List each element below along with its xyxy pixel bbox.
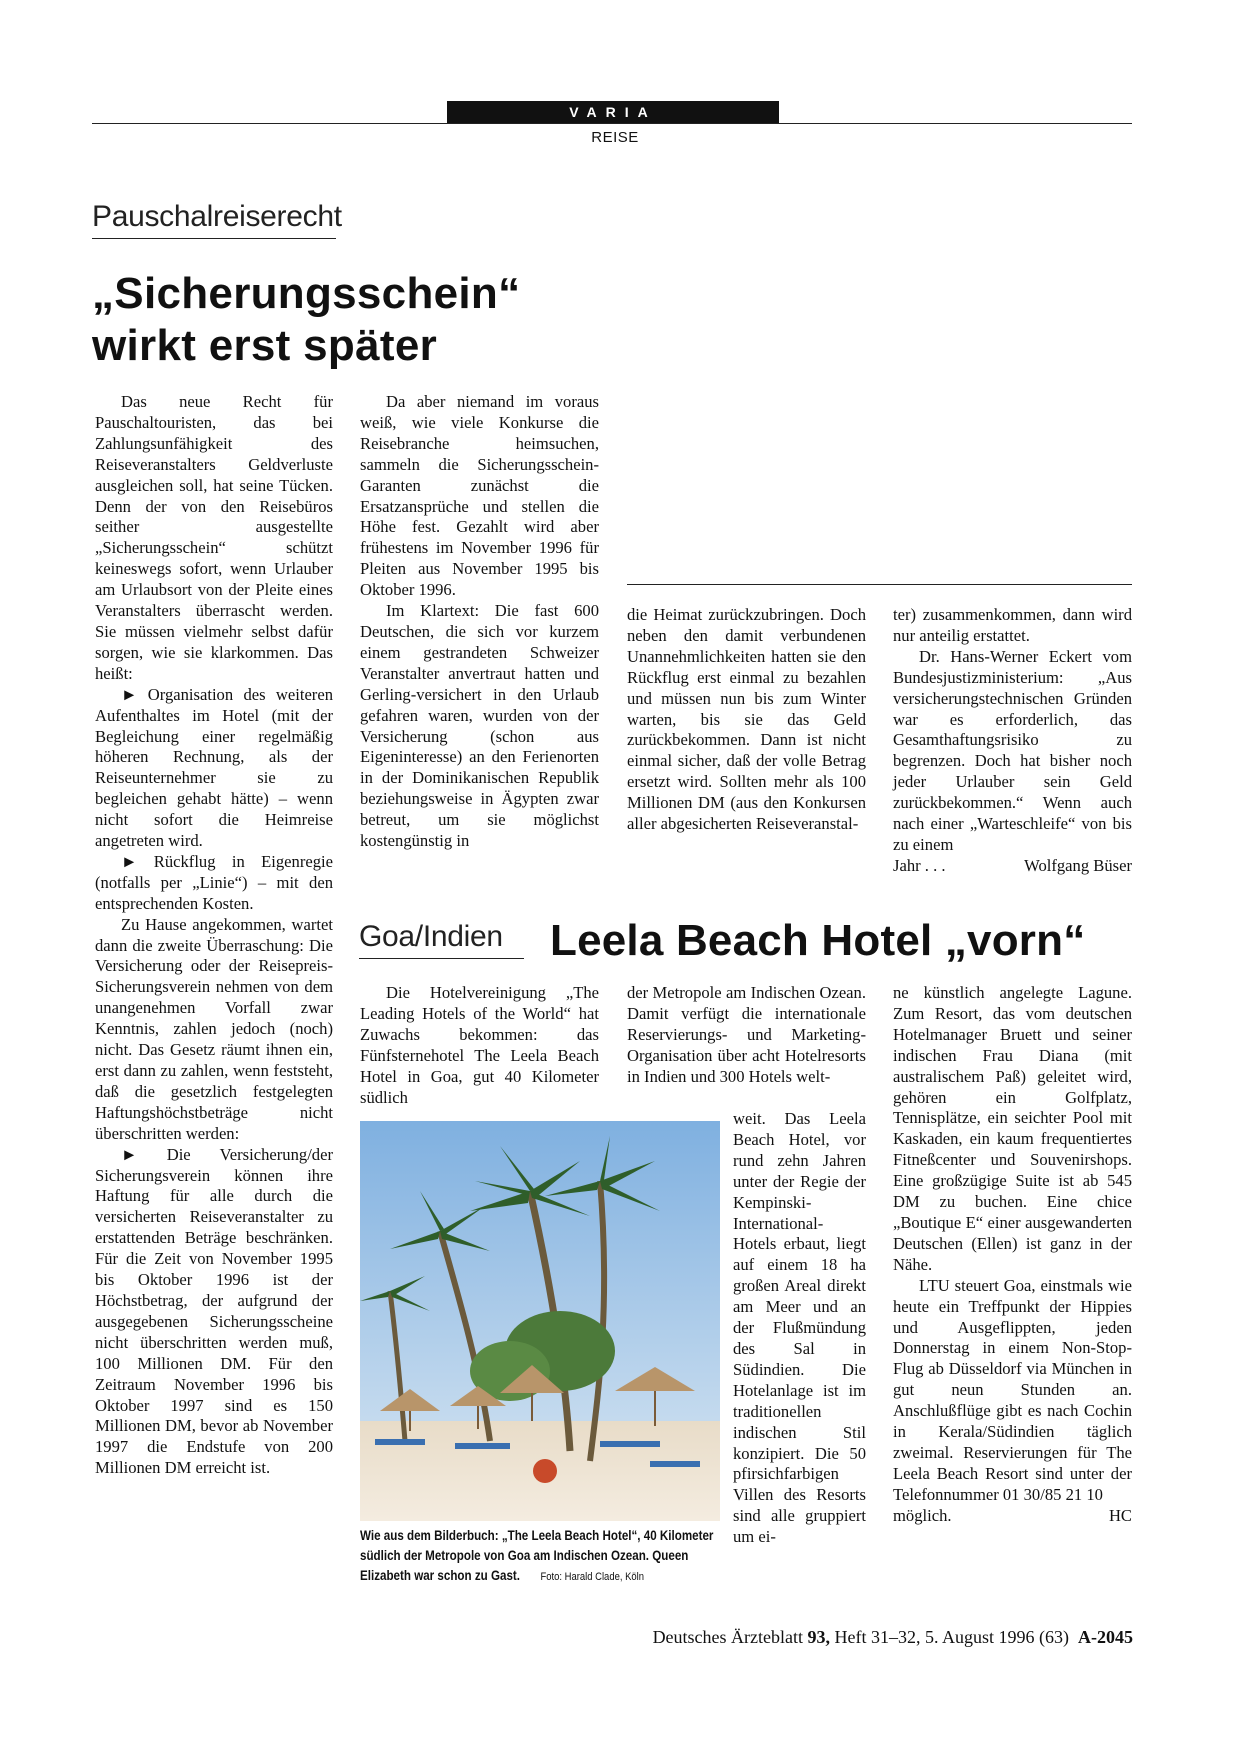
last-words: Jahr . . . <box>893 855 946 875</box>
author-name: Wolfgang Büser <box>1024 855 1132 875</box>
article2-column-2-narrow <box>733 1109 866 1548</box>
last-words: möglich. <box>893 1505 952 1525</box>
kicker-rule <box>359 958 524 959</box>
headline-line: wirkt erst später <box>92 321 438 370</box>
subsection-label: REISE <box>591 129 639 146</box>
issue-info: Heft 31–32, 5. August 1996 (63) <box>834 1627 1069 1647</box>
article2-column-1 <box>360 983 599 1108</box>
bullet-paragraph: ► Die Versicherung/der Sicherungsverein können ihre Haftung für alle durch die versicherten Reiseveranstalter zu erstattenden Beträge beschränken. Für die Zeit von November 1995 bis Oktober 1996 ist der Höchstbetrag, der aufgrund der ausgegebenen Sicherungsscheine nicht überschritten werden muß, 100 Millionen DM. Für den Zeitraum November 1996 bis Oktober 1997 sind es 150 Millionen DM, bevor ab November 1997 die Endstufe von 200 Millionen DM erreicht ist. <box>95 1144 333 1478</box>
paragraph: Zu Hause angekommen, wartet dann die zweite Überraschung: Die Versicherung oder der Reisepreis-Sicherungsverein nehmen von dem unangenehmen Vorfall zwar Kenntnis, zahlen jedoch (noch) nicht. Das Gesetz räumt ihnen ein, erst dann zu zahlen, wenn feststeht, daß die gesetzlich festgelegten Haftungshöchstbeträge nicht überschritten werden: <box>95 914 333 1143</box>
paragraph: ne künstlich angelegte Lagune. Zum Resort, das vom deutschen Hotelmanager Bruett und seiner indischen Frau Diana (mit australischem Paß) geleitet wird, gehören ein Golfplatz, Tennisplätze, ein seichter Pool mit Kaskaden, ein kaum frequentiertes Fitneßcenter und Souvenirshops. Eine großzügige Suite ist ab 545 DM zu buchen. Eine chice „Boutique E“ einer ausgewanderten Deutschen (Ellen) ist ganz in der Nähe. <box>893 983 1132 1274</box>
section-label: VARIA <box>447 101 779 123</box>
header-rule <box>92 123 1132 124</box>
journal-name: Deutsches Ärzteblatt <box>652 1627 804 1647</box>
paragraph: Dr. Hans-Werner Eckert vom Bundesjustizministerium: „Aus versicherungstechnischen Gründen war es erforderlich, das Gesamthaftungsrisiko zu begrenzen. Doch hat bisher noch jeder Urlauber sein Geld zurückbekommen.“ Wenn auch nach einer „Warteschleife“ von bis zu einem <box>893 646 1132 854</box>
article1-column-4 <box>893 605 1132 877</box>
kicker-rule <box>92 238 336 239</box>
paragraph: LTU steuert Goa, einstmals wie heute ein Treffpunkt der Hippies und Ausgeflippten, jeden Donnerstag in einem Non-Stop-Flug ab Düsseldorf via München in gut neun Stunden an. Anschlußflüge gibt es nach Cochin in Kerala/Südindien täglich zweimal. Reservierungen für The Leela Beach Resort sind unter der Telefonnummer 01 30/85 21 10 <box>893 1275 1132 1504</box>
headline-line: „Sicherungsschein“ <box>92 269 521 318</box>
article2-kicker: Goa/Indien <box>359 920 503 953</box>
article1-column-1 <box>95 392 333 1479</box>
paragraph: die Heimat zurückzubringen. Doch neben den damit verbundenen Unannehmlichkeiten hatten sie den Rückflug erst einmal zu bezahlen und müssen nun bis zum Winter warten, bis sie das Geld zurückbekommen. Dann ist nicht einmal sicher, daß der volle Betrag ersetzt wird. Sollten mehr als 100 Millionen DM (aus den Konkursen aller abgesicherten Reiseveranstal- <box>627 605 866 834</box>
article2-headline: Leela Beach Hotel „vorn“ <box>550 916 1086 965</box>
page-number: A-2045 <box>1078 1627 1133 1647</box>
article1-headline <box>92 268 652 372</box>
paragraph: Die Hotelvereinigung „The Leading Hotels of the World“ hat Zuwachs bekommen: das Fünfsternehotel The Leela Beach Hotel in Goa, gut 40 Kilometer südlich <box>360 983 599 1107</box>
author-initials: HC <box>1108 1505 1132 1525</box>
article1-column-2 <box>360 392 599 852</box>
page-footer <box>585 1627 1133 1648</box>
article2-column-3 <box>893 983 1132 1527</box>
author-line <box>893 1506 1132 1527</box>
author-line <box>893 856 1132 877</box>
column-rule <box>627 584 1132 585</box>
paragraph: der Metropole am Indischen Ozean. Damit verfügt die internationale Reservierungs- und Marketing-Organisation über acht Hotelresorts in Indien und 300 Hotels welt- <box>627 983 866 1086</box>
photo-credit: Foto: Harald Clade, Köln <box>540 1571 645 1583</box>
paragraph: Da aber niemand im voraus weiß, wie viele Konkurse die Reisebranche heimsuchen, sammeln die Sicherungsschein-Garanten zunächst die Ersatzansprüche und stellen die Höhe fest. Gezahlt wird aber frühestens im November 1996 für Pleiten aus November 1995 bis Oktober 1996. <box>360 392 599 600</box>
palm-beach-image <box>360 1121 720 1521</box>
photo-caption <box>360 1526 719 1587</box>
beach-hotel-photo <box>360 1121 720 1521</box>
bullet-paragraph: ► Rückflug in Eigenregie (notfalls per „Linie“) – mit den entsprechenden Kosten. <box>95 851 333 913</box>
bullet-paragraph: ► Organisation des weiteren Aufenthaltes im Hotel (mit der Begleichung einer regelmäßig höheren Rechnung, als der Reiseunternehmer sie zu begleichen gehabt hätte) – wenn nicht sofort die Heimreise angetreten wird. <box>95 684 333 851</box>
paragraph: ter) zusammenkommen, dann wird nur anteilig erstattet. <box>893 605 1132 645</box>
paragraph: Das neue Recht für Pauschaltouristen, das bei Zahlungsunfähigkeit des Reiseveranstalters Geldverluste ausgleichen soll, hat seine Tücken. Denn der von den Reisebüros seither ausgestellte „Sicherungsschein“ schützt keineswegs sofort, wenn Urlauber am Urlaubsort von der Pleite eines Veranstalters überrascht werden. Sie müssen vielmehr selbst dafür sorgen, wie sie klarkommen. Das heißt: <box>95 392 333 683</box>
caption-text: Wie aus dem Bilderbuch: „The Leela Beach Hotel“, 40 Kilometer südlich der Metropole von Goa am Indischen Ozean. Queen Elizabeth war schon zu Gast. <box>360 1528 714 1583</box>
paragraph: Im Klartext: Die fast 600 Deutschen, die sich vor kurzem einem gestrandeten Schweizer Veranstalter anvertraut hatten und Gerling-versichert in den Urlaub gefahren waren, wurden von der Versicherung (schon aus Eigeninteresse) an den Ferienorten in der Dominikanischen Republik beziehungsweise in Ägypten zwar betreut, um sie möglichst kostengünstig in <box>360 601 599 851</box>
volume-number: 93, <box>807 1627 831 1647</box>
article1-column-3 <box>627 605 866 835</box>
article2-column-2-top <box>627 983 866 1088</box>
article1-kicker: Pauschalreiserecht <box>92 200 342 233</box>
paragraph: weit. Das Leela Beach Hotel, vor rund zehn Jahren unter der Regie der Kempinski-International-Hotels erbaut, liegt auf einem 18 ha großen Areal direkt am Meer und an der Flußmündung des Sal in Südindien. Die Hotelanlage ist im traditionellen indischen Stil konzipiert. Die 50 pfirsichfarbigen Villen des Resorts sind alle gruppiert um ei- <box>733 1109 866 1547</box>
